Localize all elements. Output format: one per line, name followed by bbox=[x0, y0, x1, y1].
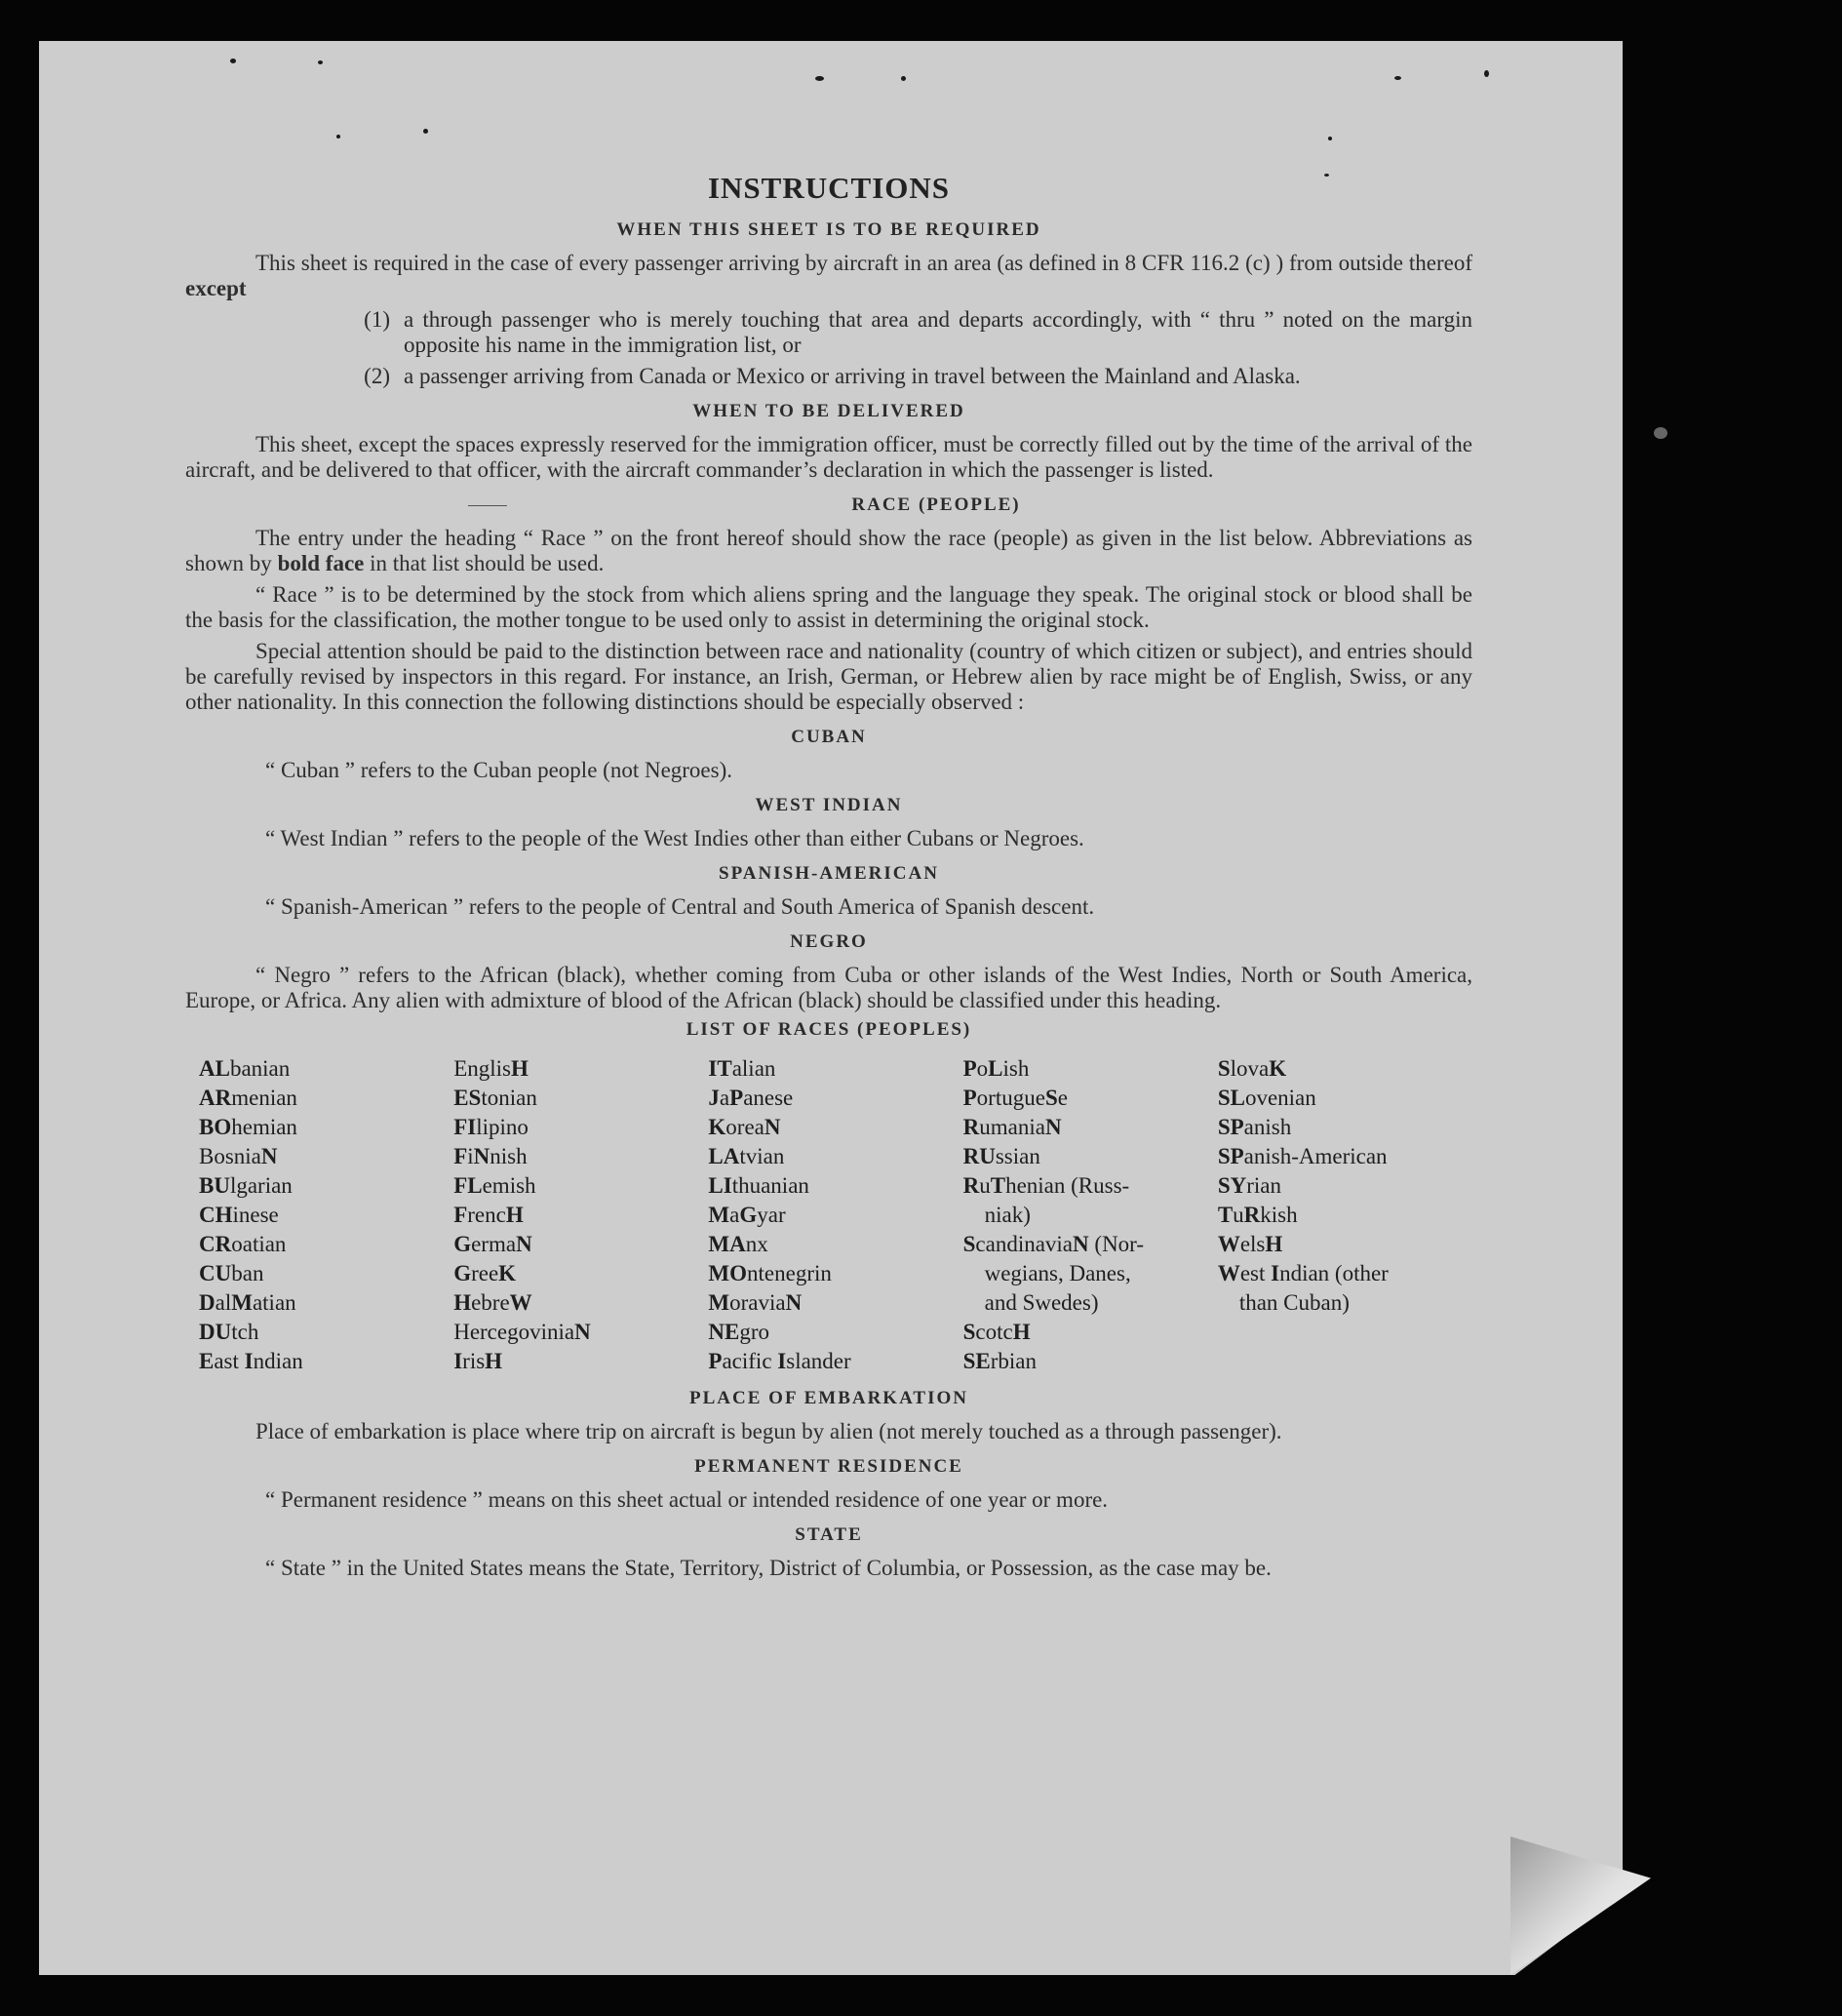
race-entry: West Indian (other bbox=[1217, 1261, 1389, 1285]
speck bbox=[815, 76, 824, 81]
race-entry: DUtch bbox=[199, 1320, 259, 1344]
speck bbox=[1394, 76, 1401, 80]
race-column bbox=[453, 1054, 708, 1376]
speck bbox=[901, 76, 906, 81]
page-corner-fold bbox=[1510, 1837, 1651, 1975]
race-entry: ARmenian bbox=[199, 1086, 297, 1110]
race-entry: BosniaN bbox=[199, 1144, 278, 1168]
race-entry: ALbanian bbox=[199, 1056, 291, 1081]
race-entry: MOntenegrin bbox=[708, 1261, 832, 1285]
race-entry: MaGyar bbox=[708, 1203, 786, 1227]
race-entry: niak) bbox=[984, 1203, 1031, 1227]
race-entry: SLovenian bbox=[1217, 1086, 1316, 1110]
race-entry: FLemish bbox=[453, 1173, 536, 1198]
heading-list-of-races: LIST OF RACES (PEOPLES) bbox=[686, 1019, 972, 1040]
race-entry: CHinese bbox=[199, 1203, 279, 1227]
race-entry: HebreW bbox=[453, 1290, 532, 1315]
race-entry: DalMatian bbox=[199, 1290, 296, 1315]
cuban-text: “ Cuban ” refers to the Cuban people (not Negroes). bbox=[265, 758, 733, 782]
speck bbox=[1484, 70, 1489, 77]
race-entry: MAnx bbox=[708, 1232, 768, 1256]
heading-west-indian: WEST INDIAN bbox=[755, 795, 903, 815]
race-entry: MoraviaN bbox=[708, 1290, 803, 1315]
heading-cuban: CUBAN bbox=[791, 727, 867, 747]
speck bbox=[1328, 137, 1332, 140]
race-entry: FrencH bbox=[453, 1203, 524, 1227]
heading-negro: NEGRO bbox=[790, 931, 868, 952]
heading-permanent-residence: PERMANENT RESIDENCE bbox=[694, 1456, 963, 1477]
race-entry: WelsH bbox=[1217, 1232, 1283, 1256]
race-entry: RuThenian (Russ- bbox=[962, 1173, 1130, 1198]
exception-number: (1) bbox=[364, 307, 390, 332]
race-entry: wegians, Danes, bbox=[984, 1261, 1131, 1285]
race-entry: HercegoviniaN bbox=[453, 1320, 591, 1344]
race-entry: than Cuban) bbox=[1238, 1290, 1350, 1315]
race-entry: FiNnish bbox=[453, 1144, 528, 1168]
heading-spanish-american: SPANISH-AMERICAN bbox=[719, 863, 939, 884]
race-entry: TuRkish bbox=[1217, 1203, 1298, 1227]
race-entry: EStonian bbox=[453, 1086, 537, 1110]
exception-text: a passenger arriving from Canada or Mexico or arriving in travel between the Mainland and Alaska. bbox=[404, 364, 1301, 388]
race-entry: RUssian bbox=[962, 1144, 1040, 1168]
race-entry: JaPanese bbox=[708, 1086, 794, 1110]
west-indian-text: “ West Indian ” refers to the people of the West Indies other than either Cubans or Negroes. bbox=[265, 826, 1084, 850]
exception-item bbox=[185, 364, 1472, 389]
race-entry: RumaniaN bbox=[962, 1115, 1062, 1139]
speck bbox=[423, 129, 428, 134]
race-paragraph-3: Special attention should be paid to the distinction between race and nationality (country of which citizen or subject), and entries should be carefully revised by inspectors in this regard. For instance, an Irish, German, or Hebrew alien by race might be of English, Swiss, or any other nationality. In this connection the following distinctions should be especially observed : bbox=[185, 639, 1472, 714]
exception-text: a through passenger who is merely touching that area and departs accordingly, with “ thru ” noted on the margin opposite his name in the immigration list, or bbox=[404, 307, 1472, 357]
race-entry: IrisH bbox=[453, 1349, 503, 1373]
race-entry: Pacific Islander bbox=[708, 1349, 851, 1373]
race-entry: ITalian bbox=[708, 1056, 776, 1081]
race-entry: SPanish-American bbox=[1217, 1144, 1388, 1168]
races-list bbox=[199, 1054, 1472, 1376]
negro-text: “ Negro ” refers to the African (black), whether coming from Cuba or other islands of the West Indies, North or South America, Europe, or Africa. Any alien with admixture of blood of the African (black) should be classified under this heading. bbox=[185, 963, 1472, 1012]
residence-text: “ Permanent residence ” means on this sheet actual or intended residence of one year or more. bbox=[265, 1487, 1109, 1512]
exception-item bbox=[185, 307, 1472, 358]
state-text: “ State ” in the United States means the State, Territory, District of Columbia, or Possession, as the case may be. bbox=[265, 1556, 1272, 1580]
race-entry: CRoatian bbox=[199, 1232, 287, 1256]
race-entry: SPanish bbox=[1217, 1115, 1292, 1139]
embarkation-text: Place of embarkation is place where trip on aircraft is begun by alien (not merely touched as a through passenger). bbox=[255, 1419, 1282, 1443]
exceptions-list bbox=[185, 307, 1472, 389]
race-entry: CUban bbox=[199, 1261, 264, 1285]
race-paragraph-1: The entry under the heading “ Race ” on the front hereof should show the race (people) as given in the list below. Abbreviations as shown by bold face in that list should be used. bbox=[185, 526, 1472, 575]
race-entry: LIthuanian bbox=[708, 1173, 809, 1198]
speck bbox=[336, 135, 340, 138]
race-entry: GreeK bbox=[453, 1261, 517, 1285]
heading-when-required: WHEN THIS SHEET IS TO BE REQUIRED bbox=[616, 219, 1041, 240]
heading-state: STATE bbox=[795, 1524, 863, 1545]
race-column bbox=[708, 1054, 962, 1376]
speck bbox=[1654, 427, 1667, 439]
race-entry: BUlgarian bbox=[199, 1173, 293, 1198]
heading-when-delivered: WHEN TO BE DELIVERED bbox=[692, 401, 965, 421]
speck bbox=[230, 59, 236, 63]
race-entry: NEgro bbox=[708, 1320, 770, 1344]
race-entry: BOhemian bbox=[199, 1115, 297, 1139]
race-entry: GermaN bbox=[453, 1232, 532, 1256]
race-entry: KoreaN bbox=[708, 1115, 781, 1139]
race-column bbox=[963, 1054, 1218, 1376]
race-entry: EnglisH bbox=[453, 1056, 529, 1081]
race-entry: SErbian bbox=[962, 1349, 1038, 1373]
divider-dash bbox=[468, 505, 507, 506]
heading-race: RACE (PEOPLE) bbox=[185, 494, 1472, 516]
race-entry: ScotcH bbox=[962, 1320, 1031, 1344]
race-entry: East Indian bbox=[199, 1349, 303, 1373]
race-entry: ScandinaviaN (Nor- bbox=[962, 1232, 1145, 1256]
delivered-text: This sheet, except the spaces expressly reserved for the immigration officer, must be correctly filled out by the time of the arrival of the aircraft, and be delivered to that officer, with the aircraft commander’s declaration in which the passenger is listed. bbox=[185, 432, 1472, 482]
race-column bbox=[199, 1054, 453, 1376]
race-entry: SYrian bbox=[1217, 1173, 1281, 1198]
speck bbox=[318, 60, 323, 64]
race-paragraph-2: “ Race ” is to be determined by the stock from which aliens spring and the language they speak. The original stock or blood shall be the basis for the classification, the mother tongue to be used only to assist in determining the original stock. bbox=[185, 582, 1472, 632]
exception-number: (2) bbox=[364, 364, 390, 388]
race-column bbox=[1218, 1054, 1472, 1376]
race-entry: SlovaK bbox=[1217, 1056, 1287, 1081]
race-entry: PoLish bbox=[962, 1056, 1030, 1081]
race-entry: and Swedes) bbox=[984, 1290, 1099, 1315]
required-intro: This sheet is required in the case of every passenger arriving by aircraft in an area (as defined in 8 CFR 116.2 (c) ) from outside thereof except bbox=[185, 251, 1472, 300]
race-entry: FIlipino bbox=[453, 1115, 529, 1139]
page-title: INSTRUCTIONS bbox=[707, 171, 950, 205]
instructions-content bbox=[185, 171, 1472, 1589]
spanish-american-text: “ Spanish-American ” refers to the people of Central and South America of Spanish descent. bbox=[265, 894, 1095, 919]
race-entry: PortugueSe bbox=[962, 1086, 1068, 1110]
heading-embarkation: PLACE OF EMBARKATION bbox=[689, 1388, 968, 1408]
race-entry: LAtvian bbox=[708, 1144, 785, 1168]
